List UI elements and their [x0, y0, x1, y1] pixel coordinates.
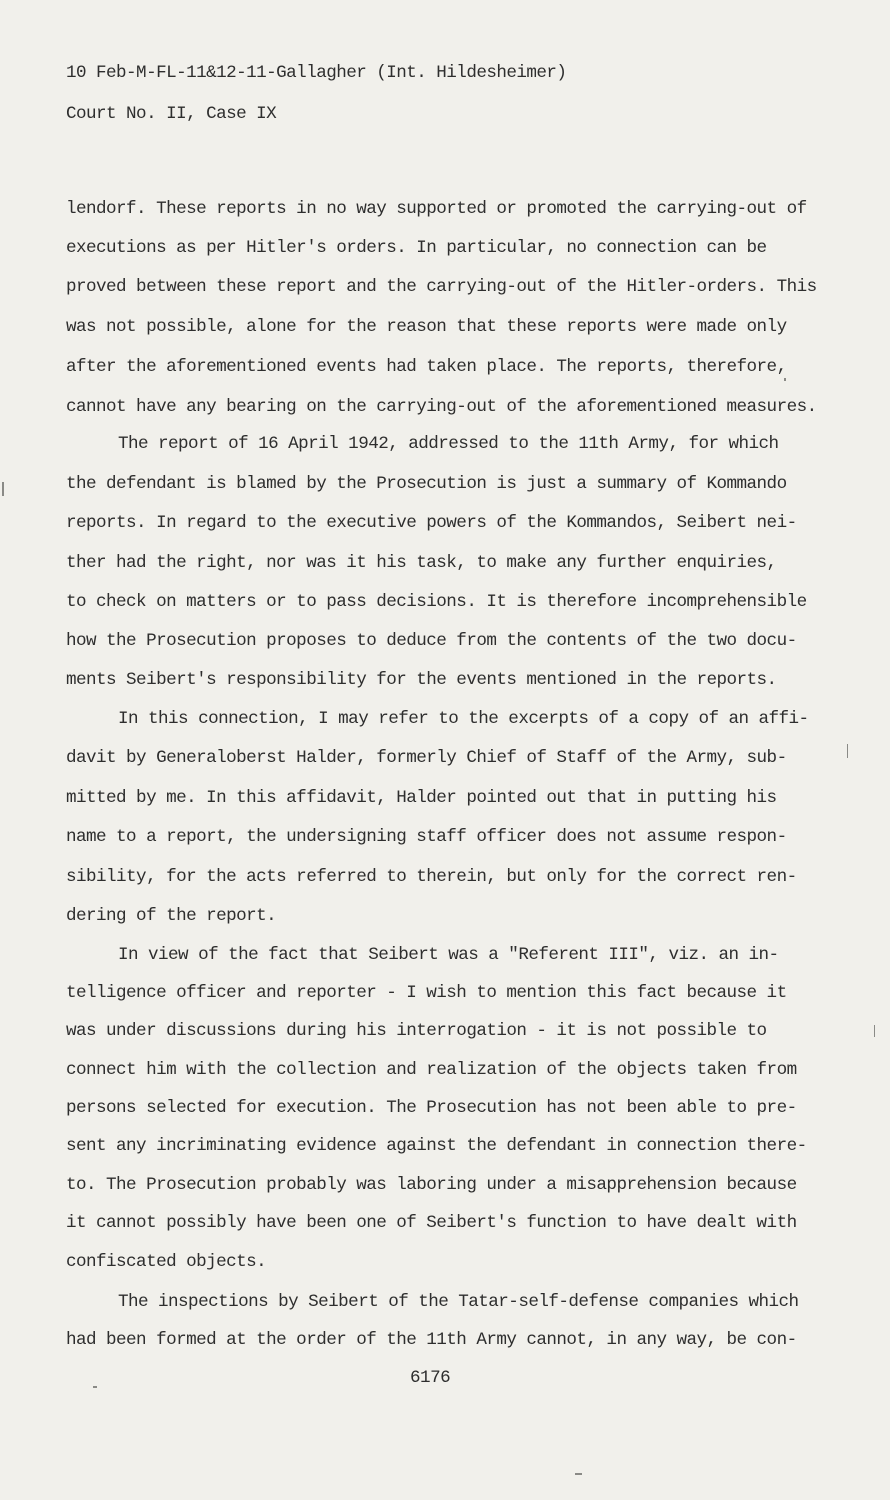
- body-line: was under discussions during his interrogation - it is not possible to: [66, 1021, 767, 1041]
- body-line: mitted by me. In this affidavit, Halder pointed out that in putting his: [66, 788, 777, 808]
- page-number: 6176: [410, 1368, 451, 1388]
- body-line: was not possible, alone for the reason that these reports were made only: [66, 317, 787, 337]
- body-line: dering of the report.: [66, 906, 277, 926]
- scan-mark: [93, 1386, 97, 1388]
- body-line: reports. In regard to the executive powers of the Kommandos, Seibert nei-: [66, 513, 797, 533]
- scan-mark: [784, 378, 786, 381]
- body-line: executions as per Hitler's orders. In particular, no connection can be: [66, 238, 767, 258]
- scan-mark: [847, 744, 848, 758]
- body-line: to check on matters or to pass decisions. It is therefore incomprehensible: [66, 592, 807, 612]
- body-line: had been formed at the order of the 11th Army cannot, in any way, be con-: [66, 1330, 797, 1350]
- body-line: confiscated objects.: [66, 1252, 267, 1272]
- body-line: ments Seibert's responsibility for the events mentioned in the reports.: [66, 670, 777, 690]
- body-line: it cannot possibly have been one of Seibert's function to have dealt with: [66, 1213, 797, 1233]
- body-line: how the Prosecution proposes to deduce from the contents of the two docu-: [66, 631, 797, 651]
- scan-mark: [2, 482, 4, 496]
- body-line: sent any incriminating evidence against the defendant in connection there-: [66, 1136, 807, 1156]
- body-line: the defendant is blamed by the Prosecution is just a summary of Kommando: [66, 474, 787, 494]
- body-line: lendorf. These reports in no way supported or promoted the carrying-out of: [66, 199, 807, 219]
- scan-mark: [874, 1025, 875, 1037]
- body-line: In this connection, I may refer to the excerpts of a copy of an affi-: [118, 709, 809, 729]
- body-line: sibility, for the acts referred to therein, but only for the correct ren-: [66, 867, 797, 887]
- body-line: telligence officer and reporter - I wish to mention this fact because it: [66, 983, 787, 1003]
- body-line: cannot have any bearing on the carrying-out of the aforementioned measures.: [66, 397, 817, 417]
- body-line: ther had the right, nor was it his task, to make any further enquiries,: [66, 553, 777, 573]
- header-line-2: Court No. II, Case IX: [66, 104, 277, 124]
- body-line: The inspections by Seibert of the Tatar-self-defense companies which: [118, 1292, 799, 1312]
- scan-mark: [575, 1473, 582, 1475]
- body-line: In view of the fact that Seibert was a "Referent III", viz. an in-: [118, 945, 779, 965]
- body-line: proved between these report and the carrying-out of the Hitler-orders. This: [66, 277, 817, 297]
- body-line: davit by Generaloberst Halder, formerly Chief of Staff of the Army, sub-: [66, 748, 787, 768]
- header-line-1: 10 Feb-M-FL-11&12-11-Gallagher (Int. Hildesheimer): [66, 63, 567, 83]
- body-line: The report of 16 April 1942, addressed to the 11th Army, for which: [118, 434, 779, 454]
- body-line: connect him with the collection and realization of the objects taken from: [66, 1060, 797, 1080]
- body-line: to. The Prosecution probably was laboring under a misapprehension because: [66, 1175, 797, 1195]
- body-line: persons selected for execution. The Prosecution has not been able to pre-: [66, 1098, 797, 1118]
- body-line: name to a report, the undersigning staff officer does not assume respon-: [66, 827, 787, 847]
- body-line: after the aforementioned events had taken place. The reports, therefore,: [66, 357, 787, 377]
